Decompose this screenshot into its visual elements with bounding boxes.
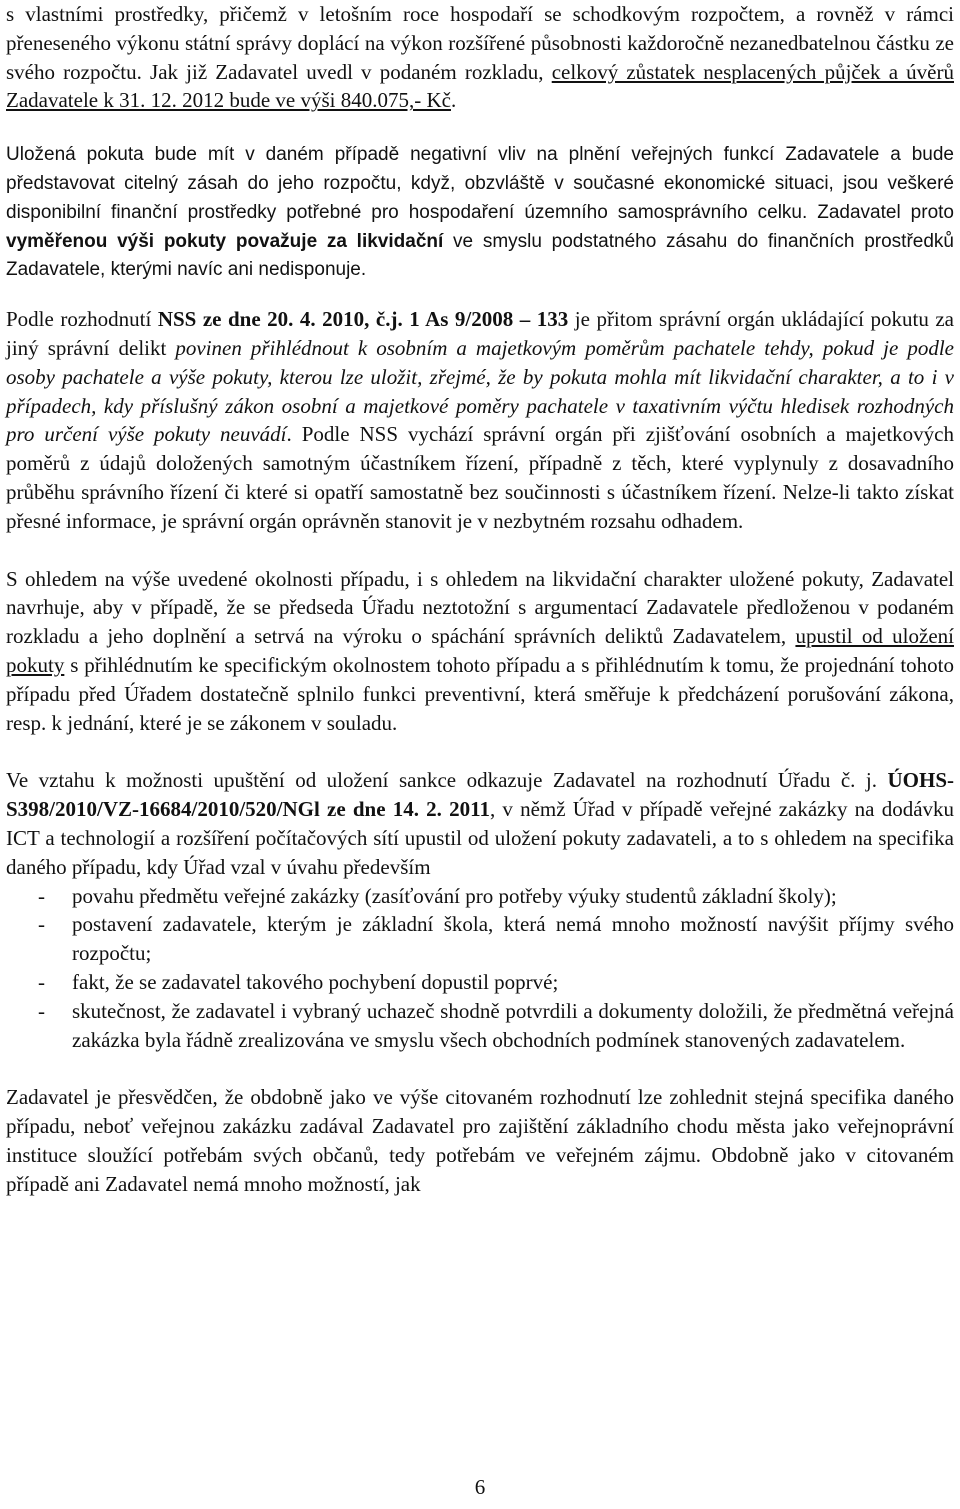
italic-quote: povinen přihlédnout k osobním a majetkovým poměrům pachatele tehdy, pokud je podle osoby pachatele a výše pokuty, kterou lze uložit, zřejmé, že by pokuta mohla mít likvidační charakter, a to i v případech, kdy příslušný zákon osobní a majetkové poměry pachatele v taxativním výčtu hledisek rozhodných pro určení výše pokuty neuvádí	[6, 335, 954, 447]
list-item	[6, 882, 954, 911]
considerations-list	[6, 882, 954, 1055]
paragraph-proposal-text: S ohledem na výše uvedené okolnosti případu, i s ohledem na likvidační charakter uložené pokuty, Zadavatel navrhuje, aby v případě, že se předseda Úřadu neztotožní s argumentací Zadavatele předloženou v podaném rozkladu a jeho doplnění a setrvá na výroku o spáchání správních deliktů Zadavatelem,	[6, 566, 954, 649]
list-item-text: postavení zadavatele, kterým je základní škola, která nemá mnoho možností navýšit příjmy svého rozpočtu;	[72, 912, 954, 966]
page-number: 6	[474, 1475, 486, 1499]
paragraph-conclusion	[6, 1083, 954, 1198]
list-item	[6, 968, 954, 997]
list-item	[6, 997, 954, 1055]
paragraph-proposal-end: s přihlédnutím ke specifickým okolnostem tohoto případu a s přihlédnutím k tomu, že projednání tohoto případu před Úřadem dostatečně splnilo funkci preventivní, která směřuje k předcházení porušování zákona, resp. k jednání, které je se zákonem v souladu.	[6, 652, 954, 735]
bold-liquidation-statement: vyměřenou výši pokuty považuje za likvidační	[6, 230, 444, 252]
underlined-loan-balance: celkový zůstatek nesplacených půjček a úvěrů Zadavatele k 31. 12. 2012 bude ve výši 840.075,- Kč	[6, 59, 954, 113]
list-dash: -	[38, 883, 45, 908]
list-item	[6, 910, 954, 968]
list-item-text: povahu předmětu veřejné zakázky (zasíťování pro potřeby výuky studentů základní školy);	[72, 883, 837, 908]
paragraph-conclusion-text: Zadavatel je přesvědčen, že obdobně jako ve výše citovaném rozhodnutí lze zohlednit stejná specifika daného případu, neboť veřejnou zakázku zadával Zadavatel pro zajištění základního chodu města jako veřejnoprávní instituce sloužící potřebám svých občanů, tedy potřebám ve veřejném zájmu. Obdobně jako v citovaném případě ani Zadavatel nemá mnoho možností, jak	[6, 1085, 954, 1196]
paragraph-nss-ruling-intro: Podle rozhodnutí	[6, 307, 158, 332]
list-dash: -	[38, 912, 45, 937]
underlined-waive-fine: upustil od uložení pokuty	[6, 624, 954, 677]
paragraph-proposal	[6, 565, 954, 738]
paragraph-budget-end: .	[450, 88, 457, 113]
paragraph-budget-text: s vlastními prostředky, přičemž v letošním roce hospodaří se schodkovým rozpočtem, a rovněž v rámci přeneseného výkonu státní správy doplácí na výkon rozšířené působnosti každoročně nezanedbatelnou částku ze svého rozpočtu. Jak již Zadavatel uvedl v podaném rozkladu,	[6, 2, 954, 84]
paragraph-fine-impact-end: ve smyslu podstatného zásahu do finančních prostředků Zadavatele, kterými navíc ani nedisponuje.	[6, 230, 954, 281]
list-item-text: fakt, že se zadavatel takového pochybení dopustil poprvé;	[72, 969, 559, 994]
list-dash: -	[38, 969, 45, 994]
paragraph-nss-ruling	[6, 305, 954, 535]
paragraph-nss-ruling-end: . Podle NSS vychází správní orgán při zjišťování osobních a majetkových poměrů z údajů doložených samotným účastníkem řízení, případně z těch, které vyplynuly z dosavadního průběhu správního řízení či které si opatří samostatně bez součinnosti s účastníkem řízení. Nelze-li takto získat přesné informace, je správní orgán oprávněn stanovit je v nezbytném rozsahu odhadem.	[6, 422, 954, 533]
paragraph-fine-impact-text: Uložená pokuta bude mít v daném případě negativní vliv na plnění veřejných funkcí Zadavatele a bude představovat citelný zásah do jeho rozpočtu, když, obzvláště v současné ekonomické situaci, jsou veškeré disponibilní finanční prostředky potřebné pro hospodaření územního samosprávního celku.	[6, 144, 954, 223]
bold-nss-reference: NSS ze dne 20. 4. 2010, č.j. 1 As 9/2008 – 133	[157, 307, 569, 332]
list-item-text: skutečnost, že zadavatel i vybraný uchazeč shodně potvrdili a dokumenty doložili, že předmětná veřejná zakázka byla řádně zrealizována ve smyslu všech obchodních podmínek stanovených zadavatelem.	[72, 998, 954, 1052]
document-page	[6, 0, 954, 1198]
paragraph-reference-decision-text: Ve vztahu k možnosti upuštění od uložení sankce odkazuje Zadavatel na rozhodnutí Úřadu č. j.	[6, 768, 888, 793]
list-dash: -	[38, 998, 45, 1023]
paragraph-fine-impact	[6, 141, 954, 285]
paragraph-fine-impact-text-2: Zadavatel proto	[807, 201, 954, 223]
bold-decision-reference: ÚOHS-S398/2010/VZ-16684/2010/520/NGl ze dne 14. 2. 2011	[6, 768, 954, 822]
paragraph-budget	[6, 0, 954, 115]
paragraph-nss-ruling-text: je přitom správní orgán ukládající pokutu za jiný správní delikt	[6, 307, 954, 360]
paragraph-reference-decision	[6, 766, 954, 881]
paragraph-reference-decision-end: , v němž Úřad v případě veřejné zakázky na dodávku ICT a technologií a rozšíření počítačových sítí upustil od uložení pokuty zadavateli, a to s ohledem na specifika daného případu, kdy Úřad vzal v úvahu především	[6, 797, 955, 879]
